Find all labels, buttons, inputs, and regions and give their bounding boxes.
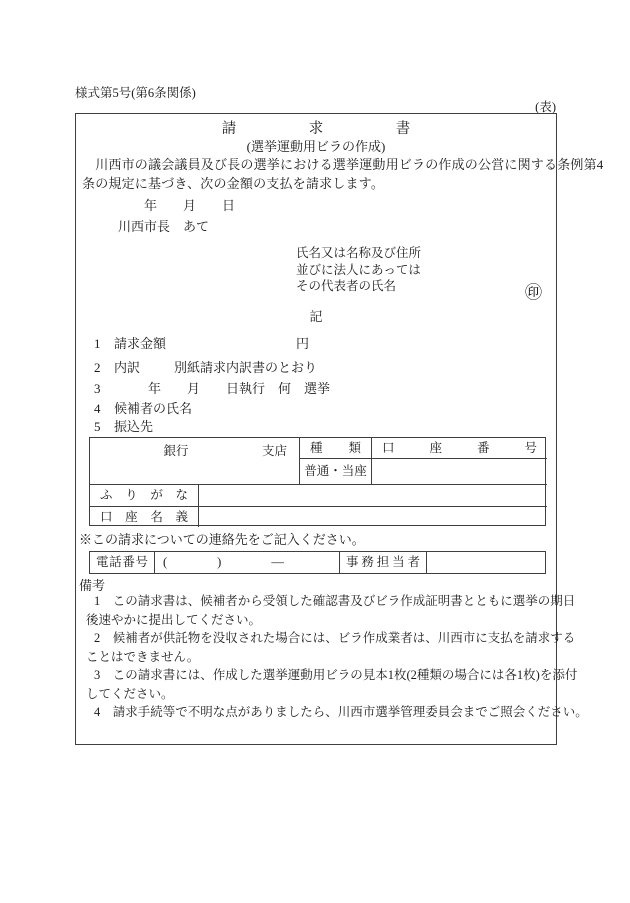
item-value: 円 xyxy=(296,336,310,351)
phone-label: 電話番号 xyxy=(90,552,155,573)
remark-note-3: 3 この請求書には、作成した選挙運動用ビラの見本1枚(2種類の場合には各1枚)を添付 xyxy=(94,668,578,682)
staff-field xyxy=(427,552,545,573)
account-type-header: 種類 xyxy=(300,438,372,459)
item-row-amount xyxy=(76,334,556,354)
account-type-options: 普通・当座 xyxy=(300,459,372,484)
applicant-line: その代表者の氏名 xyxy=(296,279,397,293)
branch-label: 支店 xyxy=(261,444,287,458)
item-label: 内訳 xyxy=(114,360,141,375)
remarks-list xyxy=(86,592,588,722)
applicant-block xyxy=(296,245,421,295)
remark-note-3-cont: してください。 xyxy=(86,686,174,701)
item-label: 候補者の氏名 xyxy=(114,401,193,416)
bank-branch-cell xyxy=(90,438,300,484)
item-row-election xyxy=(76,379,556,399)
item-value: 年 月 日執行 何 選挙 xyxy=(148,381,331,396)
document-frame xyxy=(75,113,604,745)
account-name-label: 口座名義 xyxy=(90,506,199,527)
record-marker: 記 xyxy=(309,309,323,324)
date-line: 年 月 日 xyxy=(144,198,236,213)
intro-line: 川西市の議会議員及び長の選挙における選挙運動用ビラの作成の公営に関する条例第4 xyxy=(82,157,604,172)
account-number-field xyxy=(372,459,547,484)
item-number: 2 xyxy=(94,360,101,375)
item-number: 4 xyxy=(94,401,101,416)
contact-instruction: ※この請求についての連絡先をご記入ください。 xyxy=(79,532,365,547)
item-number: 3 xyxy=(94,381,101,396)
bank-account-table xyxy=(89,437,546,526)
furigana-label: ふりがな xyxy=(90,484,199,506)
document-subtitle: (選挙運動用ビラの作成) xyxy=(246,139,386,154)
addressee: 川西市長 あて xyxy=(118,219,210,234)
form-number: 様式第5号(第6条関係) xyxy=(75,86,196,100)
item-row-breakdown xyxy=(76,358,556,378)
account-name-field xyxy=(199,506,547,527)
remark-note-1: 1 この請求書は、候補者から受領した確認書及びビラ作成証明書とともに選挙の期日 xyxy=(94,594,576,608)
item-label: 振込先 xyxy=(114,419,154,434)
furigana-field xyxy=(199,484,547,506)
item-number: 1 xyxy=(94,336,101,351)
intro-paragraph xyxy=(82,156,604,193)
item-row-candidate xyxy=(76,399,556,419)
seal-mark-icon: ㊞ xyxy=(525,283,542,302)
side-label: (表) xyxy=(535,100,556,114)
remark-note-4: 4 請求手続等で不明な点がありましたら、川西市選挙管理委員会までご照会ください。 xyxy=(94,705,588,719)
item-value: 別紙請求内訳書のとおり xyxy=(174,360,318,375)
item-label: 請求金額 xyxy=(114,336,167,351)
remark-note-2-cont: ことはできません。 xyxy=(86,649,200,664)
document-title: 請 求 書 xyxy=(221,121,411,137)
staff-label: 事務担当者 xyxy=(340,552,427,573)
item-row-bank-transfer xyxy=(76,417,556,437)
remark-note-1-cont: 後速やかに提出してください。 xyxy=(86,612,262,627)
remarks-title: 備考 xyxy=(79,578,106,593)
account-number-header: 口座番号 xyxy=(372,438,547,459)
item-number: 5 xyxy=(94,419,101,434)
applicant-line: 氏名又は名称及び住所 xyxy=(296,246,422,260)
remark-note-2: 2 候補者が供託物を没収された場合には、ビラ作成業者は、川西市に支払を請求する xyxy=(94,631,576,645)
phone-field: ( ) ― xyxy=(155,552,340,573)
applicant-line: 並びに法人にあっては xyxy=(296,262,421,277)
intro-line: 条の規定に基づき、次の金額の支払を請求します。 xyxy=(82,175,385,191)
contact-table xyxy=(89,551,546,574)
bank-label: 銀行 xyxy=(163,444,189,458)
